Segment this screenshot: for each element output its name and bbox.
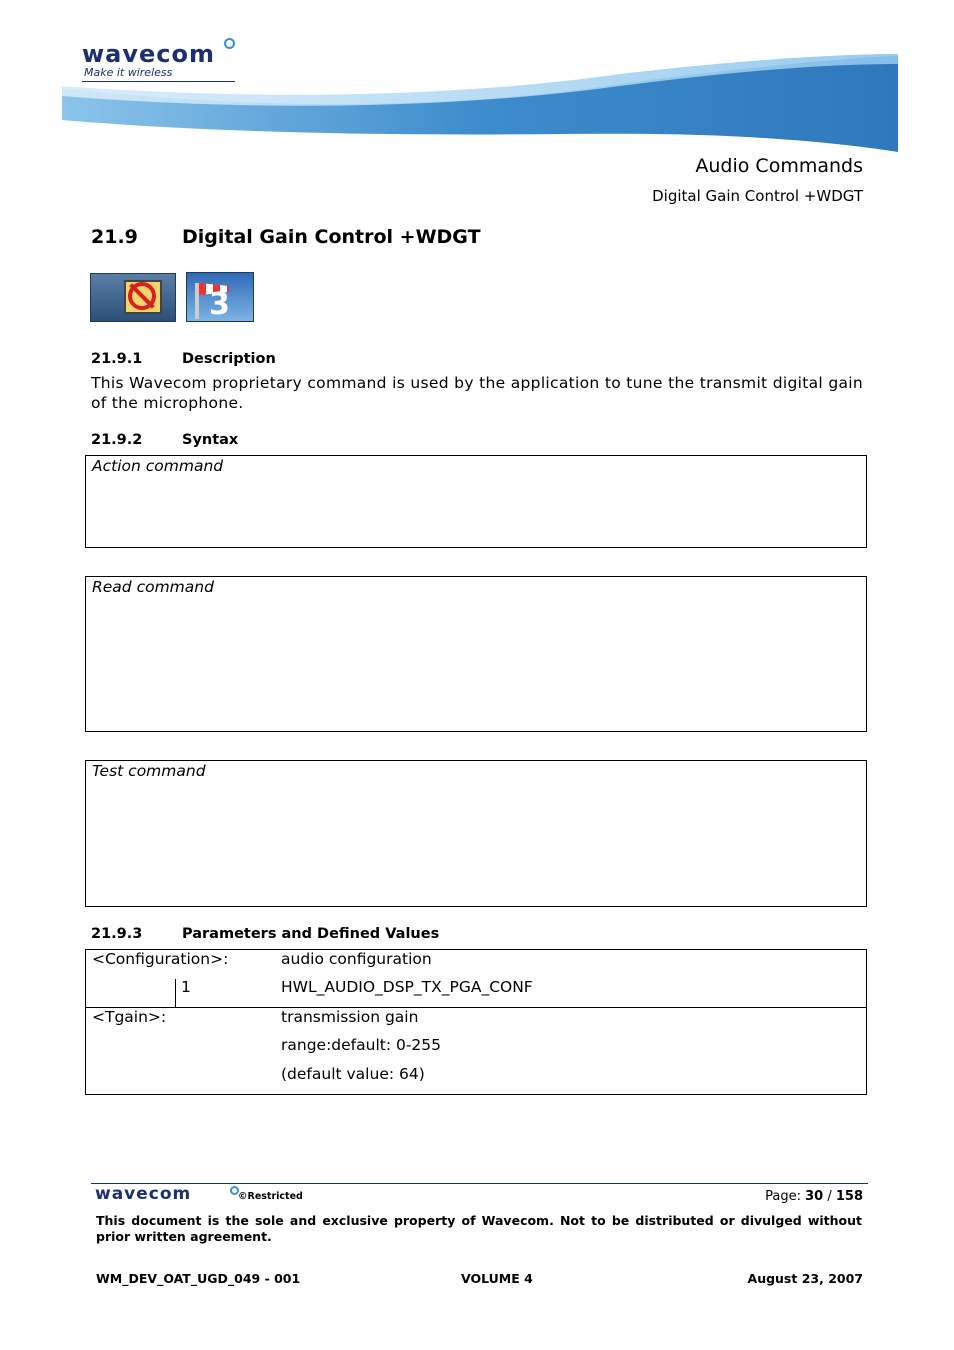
param-configuration-value: 1	[181, 978, 191, 996]
param-tgain-default: (default value: 64)	[281, 1065, 425, 1083]
footer-volume: VOLUME 4	[461, 1271, 533, 1286]
param-configuration-name: <Configuration>:	[92, 950, 229, 968]
read-command-box	[85, 576, 867, 732]
parameters-number: 21.9.3	[91, 926, 143, 942]
parameters-title: Parameters and Defined Values	[182, 926, 440, 942]
test-command-box	[85, 760, 867, 907]
syntax-number: 21.9.2	[91, 432, 143, 448]
footer-logo-wordmark: wavecom	[95, 1184, 192, 1204]
description-text: This Wavecom proprietary command is used by the application to tune the transmit digital gain of the microphone.	[91, 374, 863, 412]
sim-pin-not-required-icon	[90, 273, 176, 322]
heading-title: Digital Gain Control +WDGT	[182, 226, 481, 248]
footer-restricted: ©Restricted	[238, 1191, 303, 1202]
footer-doc-ref: WM_DEV_OAT_UGD_049 - 001	[96, 1271, 301, 1286]
logo-swirl-icon	[224, 38, 235, 49]
action-command-box	[85, 455, 867, 548]
footer-logo	[95, 1184, 191, 1204]
page-separator: /	[827, 1189, 832, 1204]
logo-wordmark: wavecom	[82, 40, 216, 68]
logo-tagline: Make it wireless	[84, 66, 173, 79]
header-section-subtitle: Digital Gain Control +WDGT	[652, 187, 863, 205]
row-divider	[86, 1007, 866, 1008]
persistence-3-icon	[186, 272, 254, 322]
page-current: 30	[805, 1189, 824, 1204]
action-command-label: Action command	[92, 457, 224, 475]
description-number: 21.9.1	[91, 351, 143, 367]
footer-notice: This document is the sole and exclusive property of Wavecom. Not to be distributed or divulged without prior written agreement.	[96, 1213, 862, 1244]
page-label: Page:	[765, 1189, 801, 1204]
param-configuration-meaning: HWL_AUDIO_DSP_TX_PGA_CONF	[281, 978, 533, 996]
parameters-table	[85, 949, 867, 1095]
header-section-title: Audio Commands	[695, 155, 863, 177]
footer-date: August 23, 2007	[747, 1271, 863, 1286]
read-command-label: Read command	[92, 578, 214, 596]
header-swoosh	[0, 50, 954, 160]
footer-rule	[91, 1183, 868, 1184]
test-command-label: Test command	[92, 762, 206, 780]
value-divider	[175, 979, 176, 1007]
footer-page	[765, 1189, 863, 1204]
heading-number: 21.9	[91, 226, 138, 248]
page-total: 158	[835, 1189, 863, 1204]
param-tgain-desc: transmission gain	[281, 1008, 419, 1026]
persistence-number: 3	[209, 287, 230, 322]
syntax-title: Syntax	[182, 432, 239, 448]
param-configuration-desc: audio configuration	[281, 950, 432, 968]
description-title: Description	[182, 351, 276, 367]
param-tgain-range: range:default: 0-255	[281, 1036, 442, 1054]
param-tgain-name: <Tgain>:	[92, 1008, 167, 1026]
